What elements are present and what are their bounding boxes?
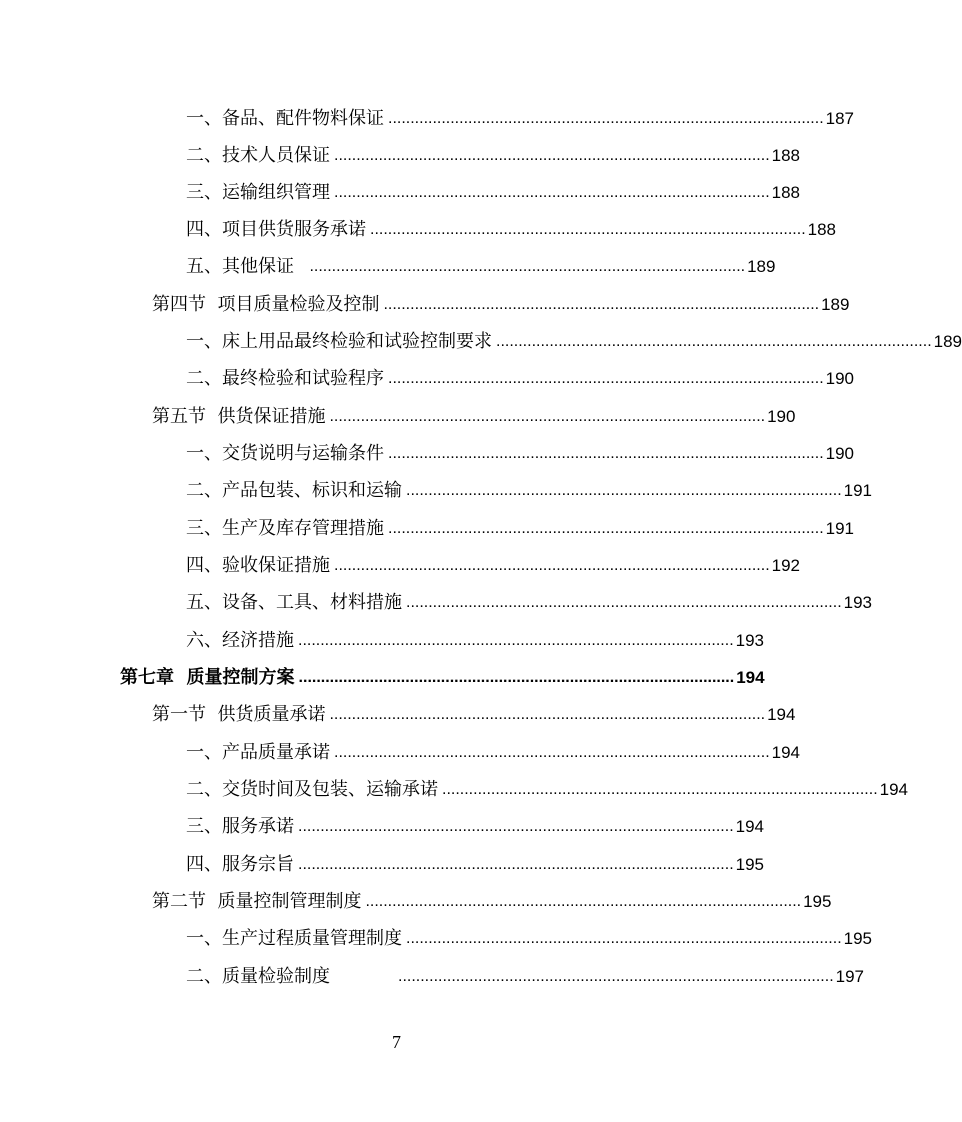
dot-leader: ..................................................................................................: [398, 968, 834, 985]
dot-leader: ..................................................................................................: [388, 370, 824, 387]
toc-entry-label: 第七章 质量控制方案: [120, 667, 295, 688]
toc-entry-label: 三、运输组织管理: [186, 182, 330, 203]
toc-entry-label: 二、产品包装、标识和运输: [186, 480, 402, 501]
toc-entry-page: 194: [767, 705, 796, 724]
toc-entry-page: 187: [825, 109, 855, 128]
toc-entry-label: 五、其他保证: [186, 256, 306, 277]
toc-entry-label: 一、备品、配件物料保证: [186, 108, 384, 129]
toc-entry-page: 188: [771, 146, 801, 165]
toc-entry[interactable]: [186, 547, 801, 577]
toc-entry-label: 四、服务宗旨: [186, 854, 294, 875]
toc-entry-page: 189: [747, 257, 776, 276]
dot-leader: ..................................................................................................: [329, 706, 766, 723]
toc-entry-label: 第二节 质量控制管理制度: [152, 891, 362, 912]
dot-leader: ..................................................................................................: [388, 445, 824, 462]
toc-entry[interactable]: [186, 510, 855, 540]
toc-entry-label: 一、生产过程质量管理制度: [186, 928, 402, 949]
toc-entry-label: 二、质量检验制度: [186, 966, 330, 987]
toc-entry-label: 一、交货说明与运输条件: [186, 443, 384, 464]
toc-entry[interactable]: [152, 883, 832, 913]
toc-entry-page: 189: [821, 295, 850, 314]
dot-leader: ..................................................................................................: [298, 632, 734, 649]
toc-entry-page: 193: [843, 593, 873, 612]
dot-leader: ..................................................................................................: [370, 221, 806, 238]
toc-entry-page: 189: [933, 332, 962, 351]
toc-entry[interactable]: [186, 920, 873, 950]
toc-entry[interactable]: [186, 323, 962, 353]
toc-entry[interactable]: [186, 472, 873, 502]
toc-entry-page: 188: [807, 220, 837, 239]
toc-entry-page: 190: [825, 444, 855, 463]
toc-entry[interactable]: [186, 435, 855, 465]
toc-entry-page: 190: [825, 369, 855, 388]
dot-leader: ..................................................................................................: [406, 930, 842, 947]
toc-entry[interactable]: [186, 248, 776, 278]
dot-leader: ..................................................................................................: [334, 557, 770, 574]
toc-entry-label: 二、技术人员保证: [186, 145, 330, 166]
dot-leader: ..................................................................................................: [442, 781, 878, 798]
dot-leader: ..................................................................................................: [329, 408, 766, 425]
toc-entry[interactable]: [152, 696, 796, 726]
toc-entry[interactable]: [186, 100, 855, 130]
toc-entry-page: 194: [879, 780, 909, 799]
toc-entry-page: 191: [825, 519, 855, 538]
toc-entry[interactable]: [186, 846, 765, 876]
toc-entry-page: 191: [843, 481, 873, 500]
toc-entry[interactable]: [186, 584, 873, 614]
toc-entry-page: 188: [771, 183, 801, 202]
dot-leader: ..................................................................................................: [388, 520, 824, 537]
toc-entry[interactable]: [186, 622, 765, 652]
toc-entry-label: 二、最终检验和试验程序: [186, 368, 384, 389]
toc-entry-page: 192: [771, 556, 801, 575]
toc-entry[interactable]: [186, 174, 801, 204]
toc-entry-page: 190: [767, 407, 796, 426]
dot-leader: ..................................................................................................: [388, 110, 824, 127]
toc-entry-label: 六、经济措施: [186, 630, 294, 651]
toc-entry-page: 195: [735, 855, 765, 874]
toc-entry-label: 三、服务承诺: [186, 816, 294, 837]
toc-entry-page: 195: [803, 892, 832, 911]
toc-entry[interactable]: [186, 958, 865, 988]
toc-entry-chapter[interactable]: [120, 659, 765, 689]
toc-entry-page: 194: [735, 817, 765, 836]
dot-leader: ..................................................................................................: [496, 333, 932, 350]
toc-entry-page: 197: [835, 967, 865, 986]
dot-leader: ..................................................................................................: [334, 744, 770, 761]
dot-leader: ..................................................................................................: [406, 482, 842, 499]
toc-entry-label: 一、床上用品最终检验和试验控制要求: [186, 331, 492, 352]
toc-entry[interactable]: [186, 808, 765, 838]
dot-leader: ..................................................................................................: [406, 594, 842, 611]
page-number: 7: [392, 1032, 401, 1052]
toc-entry[interactable]: [152, 398, 796, 428]
toc-entry[interactable]: [186, 211, 837, 241]
toc-entry-label: 第一节 供货质量承诺: [152, 704, 326, 725]
dot-leader: ..................................................................................................: [298, 669, 735, 686]
toc-entry-page: 195: [843, 929, 873, 948]
dot-leader: ..................................................................................................: [334, 147, 770, 164]
dot-leader: ..................................................................................................: [309, 258, 746, 275]
toc-entry-page: 194: [771, 743, 801, 762]
dot-leader: ..................................................................................................: [298, 818, 734, 835]
toc-entry[interactable]: [152, 286, 850, 316]
toc-entry[interactable]: [186, 360, 855, 390]
toc-entry-page: 194: [736, 668, 765, 687]
toc-entry-label: 第五节 供货保证措施: [152, 406, 326, 427]
toc-entry-label: 二、交货时间及包装、运输承诺: [186, 779, 438, 800]
toc-entry-label: 一、产品质量承诺: [186, 742, 330, 763]
dot-leader: ..................................................................................................: [298, 856, 734, 873]
toc-entry-label: 四、验收保证措施: [186, 555, 330, 576]
toc-entry-label: 四、项目供货服务承诺: [186, 219, 366, 240]
dot-leader: ..................................................................................................: [383, 296, 820, 313]
toc-entry[interactable]: [186, 734, 801, 764]
toc-entry-label: 五、设备、工具、材料措施: [186, 592, 402, 613]
dot-leader: ..................................................................................................: [365, 893, 802, 910]
dot-leader: ..................................................................................................: [334, 184, 770, 201]
toc-entry[interactable]: [186, 137, 801, 167]
toc-entry-page: 193: [735, 631, 765, 650]
toc-entry-label: 第四节 项目质量检验及控制: [152, 294, 380, 315]
toc-entry-label: 三、生产及库存管理措施: [186, 518, 384, 539]
toc-entry[interactable]: [186, 771, 909, 801]
